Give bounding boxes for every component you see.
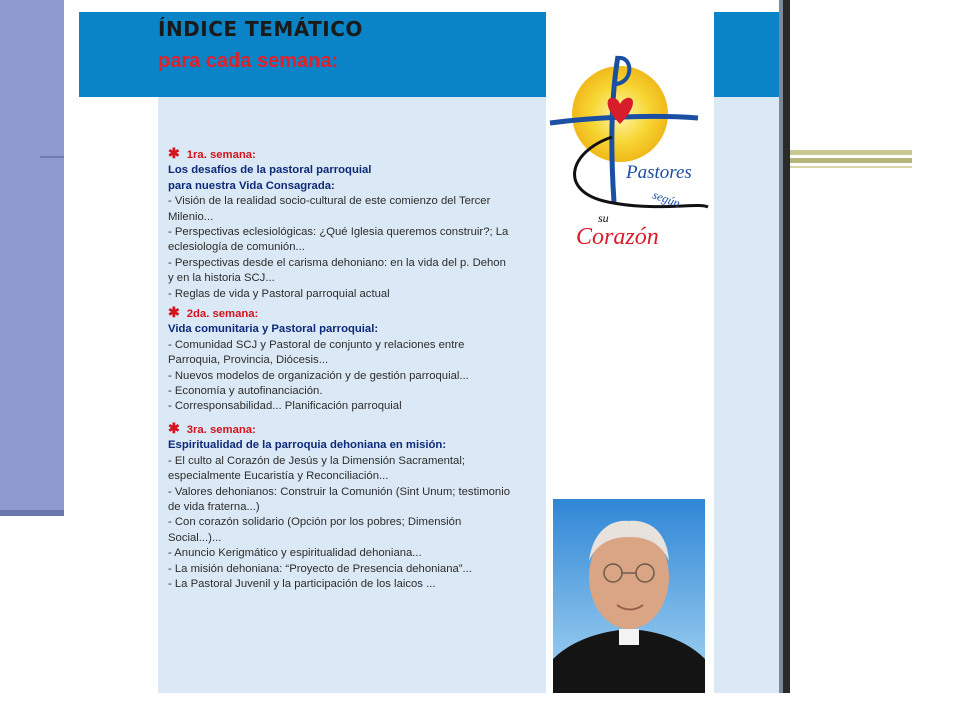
list-item: Milenio...	[168, 210, 214, 223]
collar-shape	[619, 629, 639, 645]
list-item: - Perspectivas eclesiológicas: ¿Qué Iglesia queremos construir?; La	[168, 226, 509, 239]
list-item: - La misión dehoniana: “Proyecto de Presencia dehoniana”...	[168, 562, 472, 575]
week-title-line: Espiritualidad de la parroquia dehoniana en misión:	[168, 439, 447, 452]
week-heading-label: 3ra. semana:	[186, 424, 256, 436]
list-item: - Economía y autofinanciación.	[168, 385, 323, 398]
poster-edge-dark	[783, 0, 790, 693]
list-item: Social...)...	[168, 531, 222, 544]
list-item: - Perspectivas desde el carisma dehoniano: en la vida del p. Dehon	[168, 256, 506, 269]
list-item: - Anuncio Kerigmático y espiritualidad dehoniana...	[168, 547, 422, 560]
list-item: - Reglas de vida y Pastoral parroquial actual	[168, 287, 390, 300]
poster-header-band-right	[714, 12, 782, 97]
slide-left-accent-bar	[0, 0, 64, 512]
week-section-2	[168, 305, 538, 415]
logo-line-3: su	[598, 211, 609, 225]
list-item: - Con corazón solidario (Opción por los pobres; Dimensión	[168, 516, 462, 529]
week-heading	[168, 421, 538, 438]
week-title-line: para nuestra Vida Consagrada:	[168, 179, 335, 192]
slide-right-rule-2	[790, 158, 912, 163]
week-title-line: Los desafíos de la pastoral parroquial	[168, 164, 372, 177]
week-heading-label: 1ra. semana:	[186, 149, 256, 161]
list-item: - El culto al Corazón de Jesús y la Dimensión Sacramental;	[168, 454, 465, 467]
list-item: y en la historia SCJ...	[168, 272, 275, 285]
portrait-priest-image	[553, 499, 705, 693]
slide-right-rule-3	[790, 166, 912, 168]
slide-right-rule	[790, 150, 912, 155]
page-subtitle: para cada semana:	[158, 50, 339, 72]
logo-line-4: Corazón	[576, 224, 659, 250]
week-heading-label: 2da. semana:	[186, 308, 259, 320]
logo-line-1: Pastores	[626, 162, 692, 183]
week-heading	[168, 305, 538, 322]
list-item: Parroquia, Provincia, Diócesis...	[168, 354, 329, 367]
poster-right-strip	[714, 97, 782, 693]
list-item: especialmente Eucaristía y Reconciliación...	[168, 470, 389, 483]
list-item: - Comunidad SCJ y Pastoral de conjunto y relaciones entre	[168, 338, 465, 351]
slide-left-accent-shadow	[0, 510, 64, 516]
asterisk-icon: ✱	[168, 420, 180, 436]
list-item: de vida fraterna...)	[168, 501, 260, 514]
week-heading	[168, 146, 538, 163]
logo-line-2: según	[650, 187, 683, 211]
page-title: ÍNDICE TEMÁTICO	[158, 17, 363, 41]
list-item: - Nuevos modelos de organización y de gestión parroquial...	[168, 369, 469, 382]
list-item: - La Pastoral Juvenil y la participación de los laicos ...	[168, 578, 436, 591]
list-item: eclesiología de comunión...	[168, 241, 305, 254]
week-section-3	[168, 421, 538, 592]
cross-heart-logo-icon	[548, 52, 714, 257]
asterisk-icon: ✱	[168, 145, 180, 161]
week-section-1	[168, 146, 538, 302]
list-item: - Visión de la realidad socio-cultural de este comienzo del Tercer	[168, 195, 491, 208]
list-item: - Valores dehonianos: Construir la Comunión (Sint Unum; testimonio	[168, 485, 510, 498]
list-item: - Corresponsabilidad... Planificación parroquial	[168, 400, 402, 413]
asterisk-icon: ✱	[168, 304, 180, 320]
week-title-line: Vida comunitaria y Pastoral parroquial:	[168, 323, 379, 336]
